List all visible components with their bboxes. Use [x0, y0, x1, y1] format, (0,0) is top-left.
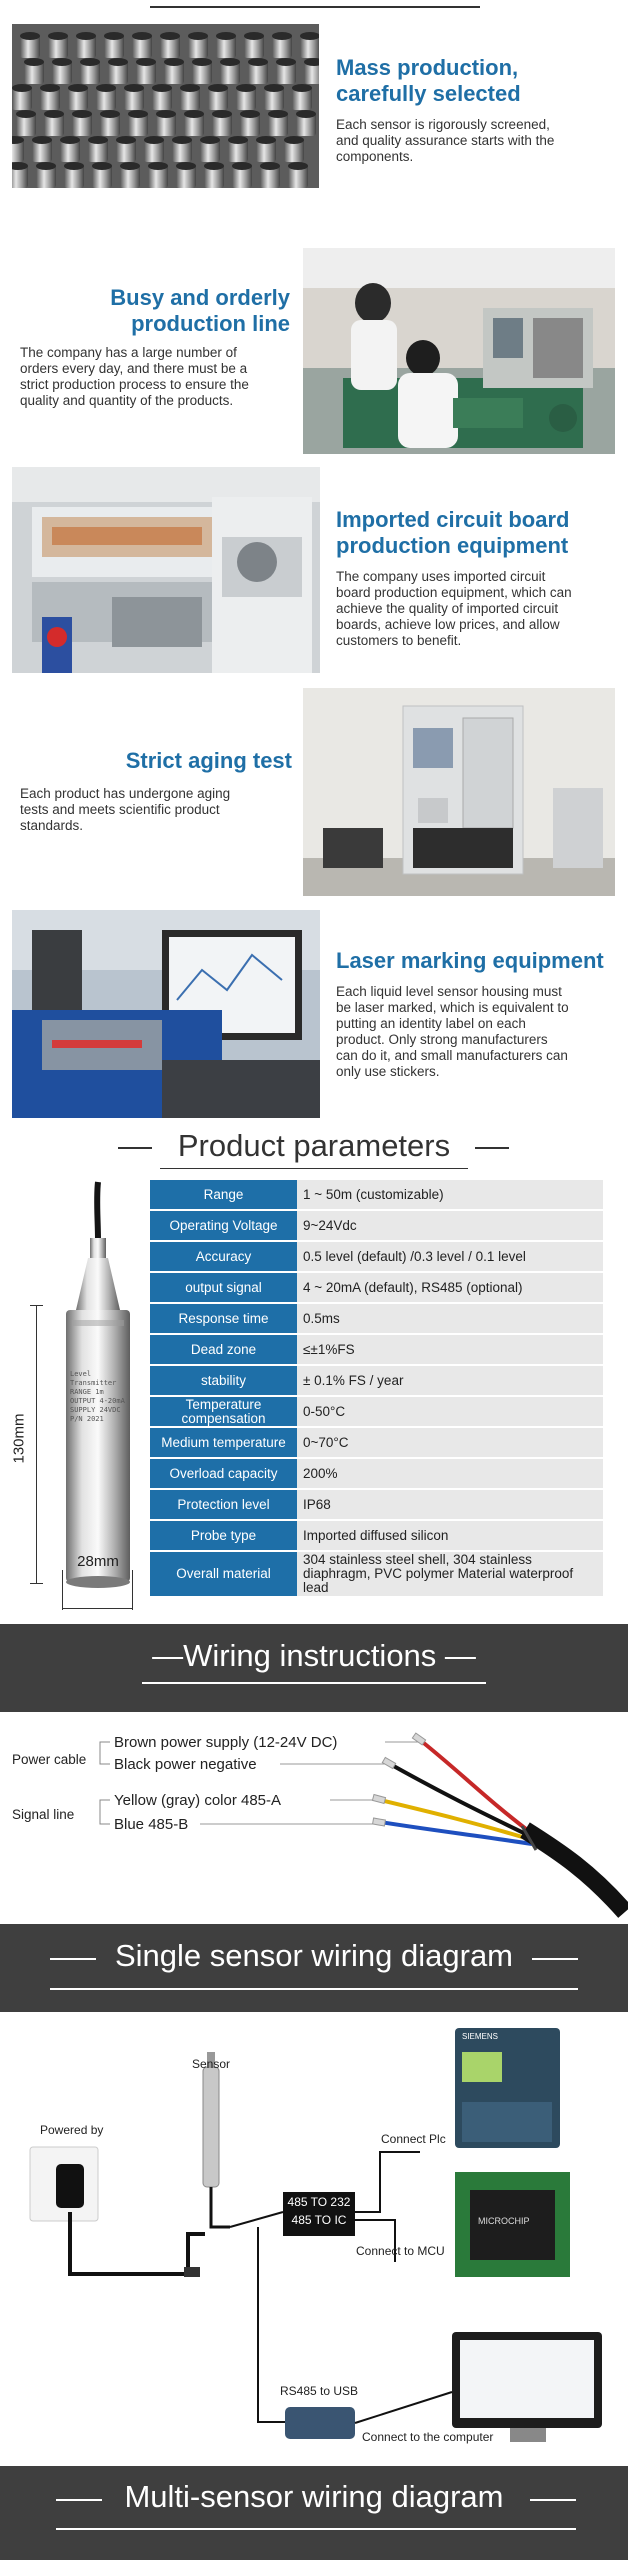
param-value: 0~70°C: [297, 1428, 603, 1457]
steel-cylinder-top: [36, 162, 56, 170]
chip-brand-label: MICROCHIP: [478, 2216, 530, 2226]
steel-cylinder-top: [228, 136, 248, 144]
params-heading-rule-left: [118, 1147, 152, 1149]
steel-cylinder-top: [12, 84, 32, 92]
params-row: [150, 1366, 603, 1395]
params-row: [150, 1335, 603, 1364]
sensor-label: Sensor: [192, 2057, 231, 2071]
steel-cylinder-top: [96, 84, 116, 92]
param-value: ± 0.1% FS / year: [297, 1366, 603, 1395]
single-heading: Single sensor wiring diagram: [114, 1938, 514, 1973]
steel-cylinder-top: [244, 32, 264, 40]
steel-cylinder-top: [192, 58, 212, 66]
steel-cylinder-top: [80, 58, 100, 66]
steel-cylinder-top: [240, 110, 260, 118]
params-row: [150, 1180, 603, 1209]
single-heading-rule-right: [532, 1958, 578, 1960]
steel-cylinder-top: [156, 110, 176, 118]
feature-3-desc-line: The company uses imported circuit: [336, 569, 546, 584]
dim-width-label: 28mm: [77, 1553, 119, 1570]
steel-cylinder-top: [200, 136, 220, 144]
steel-cylinder-top: [144, 136, 164, 144]
params-table: [150, 1178, 603, 1598]
dim-height-tick-bottom: [30, 1583, 43, 1584]
feature-2-title-line: production line: [131, 311, 290, 336]
multi-heading-underline: [56, 2528, 576, 2530]
param-key: Accuracy: [150, 1242, 297, 1271]
feature-1-title: [336, 55, 621, 107]
steel-cylinder-top: [44, 110, 64, 118]
feature-1-desc-line: Each sensor is rigorously screened,: [336, 117, 550, 132]
steel-cylinder-top: [40, 84, 60, 92]
single-heading-band: [0, 1924, 628, 2012]
params-row: [150, 1459, 603, 1488]
top-divider: [150, 6, 480, 8]
param-key: output signal: [150, 1273, 297, 1302]
steel-cylinder-top: [268, 110, 288, 118]
steel-cylinder-top: [184, 110, 204, 118]
param-value: 0.5ms: [297, 1304, 603, 1333]
dim-width-line-right: [132, 1570, 133, 1610]
feature-photo-laser-marking: [12, 910, 320, 1118]
steel-cylinder-top: [124, 84, 144, 92]
steel-cylinder-top: [272, 32, 292, 40]
steel-cylinder-top: [76, 32, 96, 40]
dim-height-label: 130mm: [10, 1413, 28, 1464]
feature-1-desc-line: and quality assurance starts with the: [336, 133, 555, 148]
wire-black-label: Black power negative: [114, 1756, 257, 1773]
single-heading-underline: [50, 1988, 578, 1990]
connect-mcu-label: Connect to MCU: [356, 2244, 445, 2258]
steel-cylinder-top: [72, 110, 92, 118]
feature-2-desc-line: quality and quantity of the products.: [20, 393, 234, 408]
feature-2-title-line: Busy and orderly: [110, 285, 290, 310]
steel-cylinder-top: [220, 58, 240, 66]
sensor-engraved-line: OUTPUT 4-20mA: [70, 1397, 125, 1405]
steel-cylinder-top: [20, 32, 40, 40]
steel-cylinder-top: [128, 110, 148, 118]
param-key: Range: [150, 1180, 297, 1209]
steel-cylinder-top: [100, 110, 120, 118]
steel-cylinder-top: [232, 162, 252, 170]
dim-height-tick-top: [30, 1305, 43, 1306]
steel-cylinder-top: [264, 84, 284, 92]
steel-cylinder-top: [176, 162, 196, 170]
steel-cylinder-top: [284, 136, 304, 144]
steel-cylinder-top: [216, 32, 236, 40]
feature-5-desc-line: putting an identity label on each: [336, 1016, 526, 1031]
wire-yellow-label: Yellow (gray) color 485-A: [114, 1792, 282, 1809]
param-key: Dead zone: [150, 1335, 297, 1364]
steel-cylinder-top: [68, 84, 88, 92]
params-heading: Product parameters: [177, 1128, 451, 1163]
param-value: 1 ~ 50m (customizable): [297, 1180, 603, 1209]
sensor-engraved-label: [70, 1370, 140, 1424]
feature-photo-production-line: [303, 248, 615, 454]
feature-photo-aging-test: [303, 688, 615, 896]
feature-5-desc-line: product. Only strong manufacturers: [336, 1032, 548, 1047]
param-value: 4 ~ 20mA (default), RS485 (optional): [297, 1273, 603, 1302]
param-key: Overall material: [150, 1552, 297, 1596]
steel-cylinder-top: [160, 32, 180, 40]
param-value: Imported diffused silicon: [297, 1521, 603, 1550]
params-row: [150, 1242, 603, 1271]
feature-3-text: [336, 507, 621, 649]
feature-5-title-line: Laser marking equipment: [336, 948, 604, 973]
feature-2-desc-line: The company has a large number of: [20, 345, 237, 360]
feature-5-desc-line: Each liquid level sensor housing must: [336, 984, 562, 999]
sensor-engraved-line: RANGE 1m: [70, 1388, 104, 1396]
feature-photo-circuit-board-equipment: [12, 467, 320, 673]
params-row: [150, 1211, 603, 1240]
sensor-engraved-line: P/N 2021: [70, 1415, 104, 1423]
params-row: [150, 1428, 603, 1457]
steel-cylinder-top: [180, 84, 200, 92]
param-value: 9~24Vdc: [297, 1211, 603, 1240]
param-value: 304 stainless steel shell, 304 stainless diaphragm, PVC polymer Material waterproof lead: [297, 1552, 603, 1596]
steel-cylinder-top: [256, 136, 276, 144]
dim-width-line: [62, 1570, 63, 1610]
dim-width-baseline: [62, 1608, 133, 1609]
dim-height-line: [36, 1305, 37, 1583]
params-row: [150, 1552, 603, 1596]
steel-cylinder-top: [48, 32, 68, 40]
steel-cylinder-top: [88, 136, 108, 144]
feature-2-text: [20, 285, 290, 409]
feature-2-desc: [20, 345, 290, 409]
feature-4-desc: [20, 786, 292, 834]
multi-heading-band: [0, 2466, 628, 2560]
params-row: [150, 1397, 603, 1426]
steel-cylinder-top: [204, 162, 224, 170]
multi-heading-rule-right: [530, 2499, 576, 2501]
feature-2-desc-line: orders every day, and there must be a: [20, 361, 248, 376]
feature-5-desc-line: can do it, and small manufacturers can: [336, 1048, 568, 1063]
params-heading-rule-right: [475, 1147, 509, 1149]
steel-cylinder-top: [120, 162, 140, 170]
steel-cylinder-top: [292, 84, 312, 92]
steel-cylinder-top: [208, 84, 228, 92]
steel-cylinder-top: [248, 58, 268, 66]
feature-3-desc-line: board production equipment, which can: [336, 585, 572, 600]
steel-cylinder-top: [148, 162, 168, 170]
wiring-heading-band: [0, 1624, 628, 1712]
connect-plc-label: Connect Plc: [381, 2132, 446, 2146]
feature-1-desc: [336, 117, 621, 165]
steel-cylinder-top: [212, 110, 232, 118]
param-key: Protection level: [150, 1490, 297, 1519]
param-key: Overload capacity: [150, 1459, 297, 1488]
feature-5-title: [336, 948, 621, 974]
wiring-heading: —Wiring instructions —: [152, 1638, 476, 1673]
signal-line-label: Signal line: [12, 1807, 75, 1822]
steel-cylinder-top: [108, 58, 128, 66]
steel-cylinder-top: [32, 136, 52, 144]
feature-4-desc-line: tests and meets scientific product: [20, 802, 220, 817]
params-row: [150, 1273, 603, 1302]
sensor-engraved-line: Level Transmitter: [70, 1370, 117, 1387]
param-key: Medium temperature: [150, 1428, 297, 1457]
sensor-engraved-line: SUPPLY 24VDC: [70, 1406, 121, 1414]
feature-4-title: [20, 748, 292, 774]
feature-1-title-line: carefully selected: [336, 81, 521, 106]
steel-cylinder-top: [24, 58, 44, 66]
params-heading-underline: [160, 1168, 468, 1169]
wire-brown-label: Brown power supply (12-24V DC): [114, 1734, 338, 1751]
steel-cylinder-top: [60, 136, 80, 144]
param-key: stability: [150, 1366, 297, 1395]
feature-3-desc: [336, 569, 621, 649]
feature-3-title: [336, 507, 621, 559]
feature-4-title-line: Strict aging test: [125, 748, 292, 773]
feature-3-title-line: production equipment: [336, 533, 569, 558]
steel-cylinder-top: [296, 110, 316, 118]
steel-cylinder-top: [64, 162, 84, 170]
connect-computer-label: Connect to the computer: [362, 2430, 494, 2444]
powered-by-label: Powered by: [40, 2123, 104, 2137]
wire-blue-label: Blue 485-B: [114, 1816, 189, 1833]
converter-label-1: 485 TO 232: [287, 2195, 351, 2209]
steel-cylinder-top: [260, 162, 280, 170]
feature-5-desc-line: only use stickers.: [336, 1064, 440, 1079]
steel-cylinder-top: [276, 58, 296, 66]
param-key: Operating Voltage: [150, 1211, 297, 1240]
feature-2-title: [20, 285, 290, 337]
steel-cylinder-top: [188, 32, 208, 40]
steel-cylinder-top: [132, 32, 152, 40]
param-key: Temperature compensation: [150, 1397, 297, 1426]
feature-5-desc: [336, 984, 621, 1080]
feature-1-title-line: Mass production,: [336, 55, 519, 80]
feature-1-desc-line: components.: [336, 149, 414, 164]
steel-cylinder-top: [52, 58, 72, 66]
feature-3-title-line: Imported circuit board: [336, 507, 570, 532]
converter-label-2: 485 TO IC: [291, 2213, 347, 2227]
param-key: Response time: [150, 1304, 297, 1333]
feature-4-text: [20, 748, 292, 834]
params-row: [150, 1490, 603, 1519]
feature-5-desc-line: be laser marked, which is equivalent to: [336, 1000, 569, 1015]
steel-cylinder-top: [236, 84, 256, 92]
multi-heading: Multi-sensor wiring diagram: [124, 2479, 504, 2514]
power-cable-label: Power cable: [12, 1752, 87, 1767]
param-key: Probe type: [150, 1521, 297, 1550]
feature-3-desc-line: achieve the quality of imported circuit: [336, 601, 559, 616]
feature-4-desc-line: Each product has undergone aging: [20, 786, 231, 801]
steel-cylinder-top: [288, 162, 308, 170]
steel-cylinder-top: [172, 136, 192, 144]
param-value: IP68: [297, 1490, 603, 1519]
feature-3-desc-line: boards, achieve low prices, and allow: [336, 617, 560, 632]
steel-cylinder-top: [152, 84, 172, 92]
steel-cylinder-top: [164, 58, 184, 66]
param-value: 0.5 level (default) /0.3 level / 0.1 level: [297, 1242, 603, 1271]
feature-3-desc-line: customers to benefit.: [336, 633, 462, 648]
feature-5-text: [336, 948, 621, 1080]
param-value: 200%: [297, 1459, 603, 1488]
steel-cylinder-top: [16, 110, 36, 118]
param-value: 0-50°C: [297, 1397, 603, 1426]
rs485-usb-label: RS485 to USB: [280, 2384, 359, 2398]
steel-cylinder-top: [116, 136, 136, 144]
steel-cylinder-top: [104, 32, 124, 40]
params-row: [150, 1304, 603, 1333]
params-row: [150, 1521, 603, 1550]
plc-brand-label: SIEMENS: [462, 2032, 499, 2041]
feature-4-desc-line: standards.: [20, 818, 84, 833]
feature-2-desc-line: strict production process to ensure the: [20, 377, 249, 392]
feature-photo-mass-production: [12, 24, 319, 188]
feature-1-text: [336, 55, 621, 165]
param-value: ≤±1%FS: [297, 1335, 603, 1364]
steel-cylinder-top: [136, 58, 156, 66]
wiring-heading-underline: [142, 1682, 486, 1684]
steel-cylinder-top: [92, 162, 112, 170]
